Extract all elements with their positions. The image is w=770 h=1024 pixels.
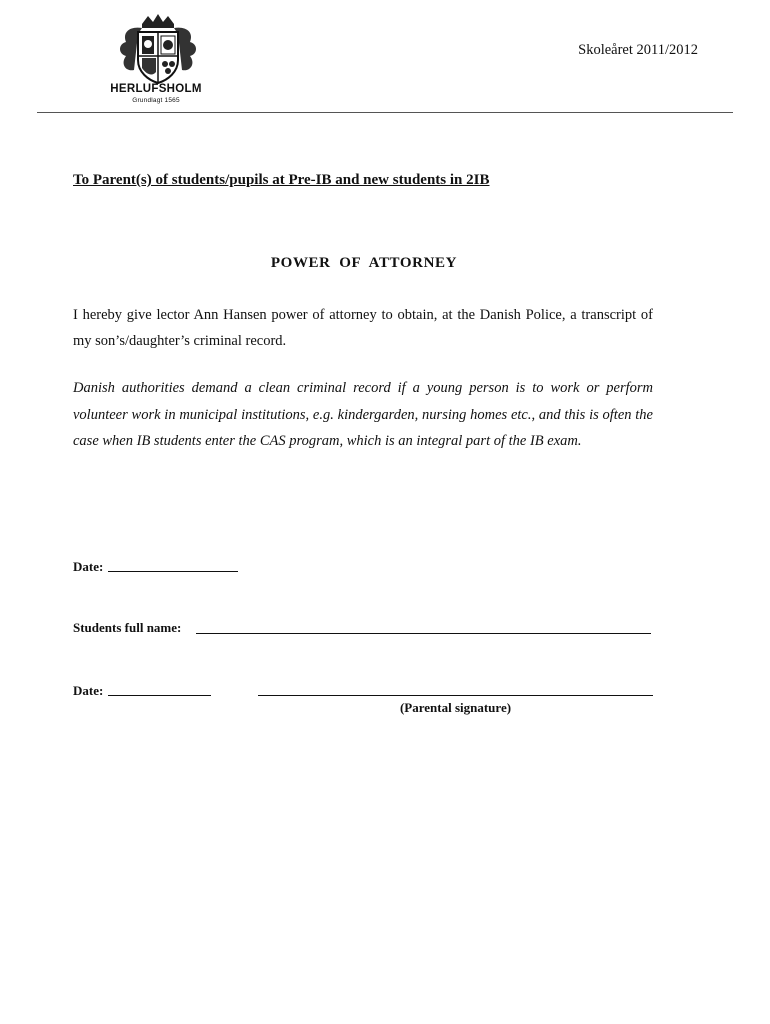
letter-heading: To Parent(s) of students/pupils at Pre-IB and new students in 2IB [73, 172, 490, 188]
date-label: Date: [73, 559, 104, 574]
signature-date-label: Date: [73, 683, 104, 698]
date-field-line[interactable] [108, 571, 238, 572]
parental-signature-line[interactable] [258, 695, 653, 696]
crest-icon [112, 14, 204, 84]
document-title: POWER OF ATTORNEY [270, 255, 458, 271]
header-divider [37, 112, 733, 113]
logo-wordmark: HERLUFSHOLM [110, 83, 202, 95]
school-year: Skoleåret 2011/2012 [578, 42, 698, 58]
logo-founded-text: Grundlagt 1565 [132, 97, 180, 104]
school-crest-logo [112, 14, 204, 110]
signature-caption: (Parental signature) [399, 700, 512, 715]
student-name-label: Students full name: [73, 620, 182, 635]
signature-date-field-line[interactable] [108, 695, 211, 696]
student-name-field-line[interactable] [196, 633, 651, 634]
explanation-paragraph: Danish authorities demand a clean criminal record if a young person is to work or perform volunteer work in municipal institutions, e.g. kindergarden, nursing homes etc., and this is often the case when IB students enter the CAS program, which is an integral part of the IB exam. [73, 380, 653, 449]
authorization-paragraph: I hereby give lector Ann Hansen power of attorney to obtain, at the Danish Police, a transcript of my son’s/daughter’s criminal record. [73, 307, 653, 349]
